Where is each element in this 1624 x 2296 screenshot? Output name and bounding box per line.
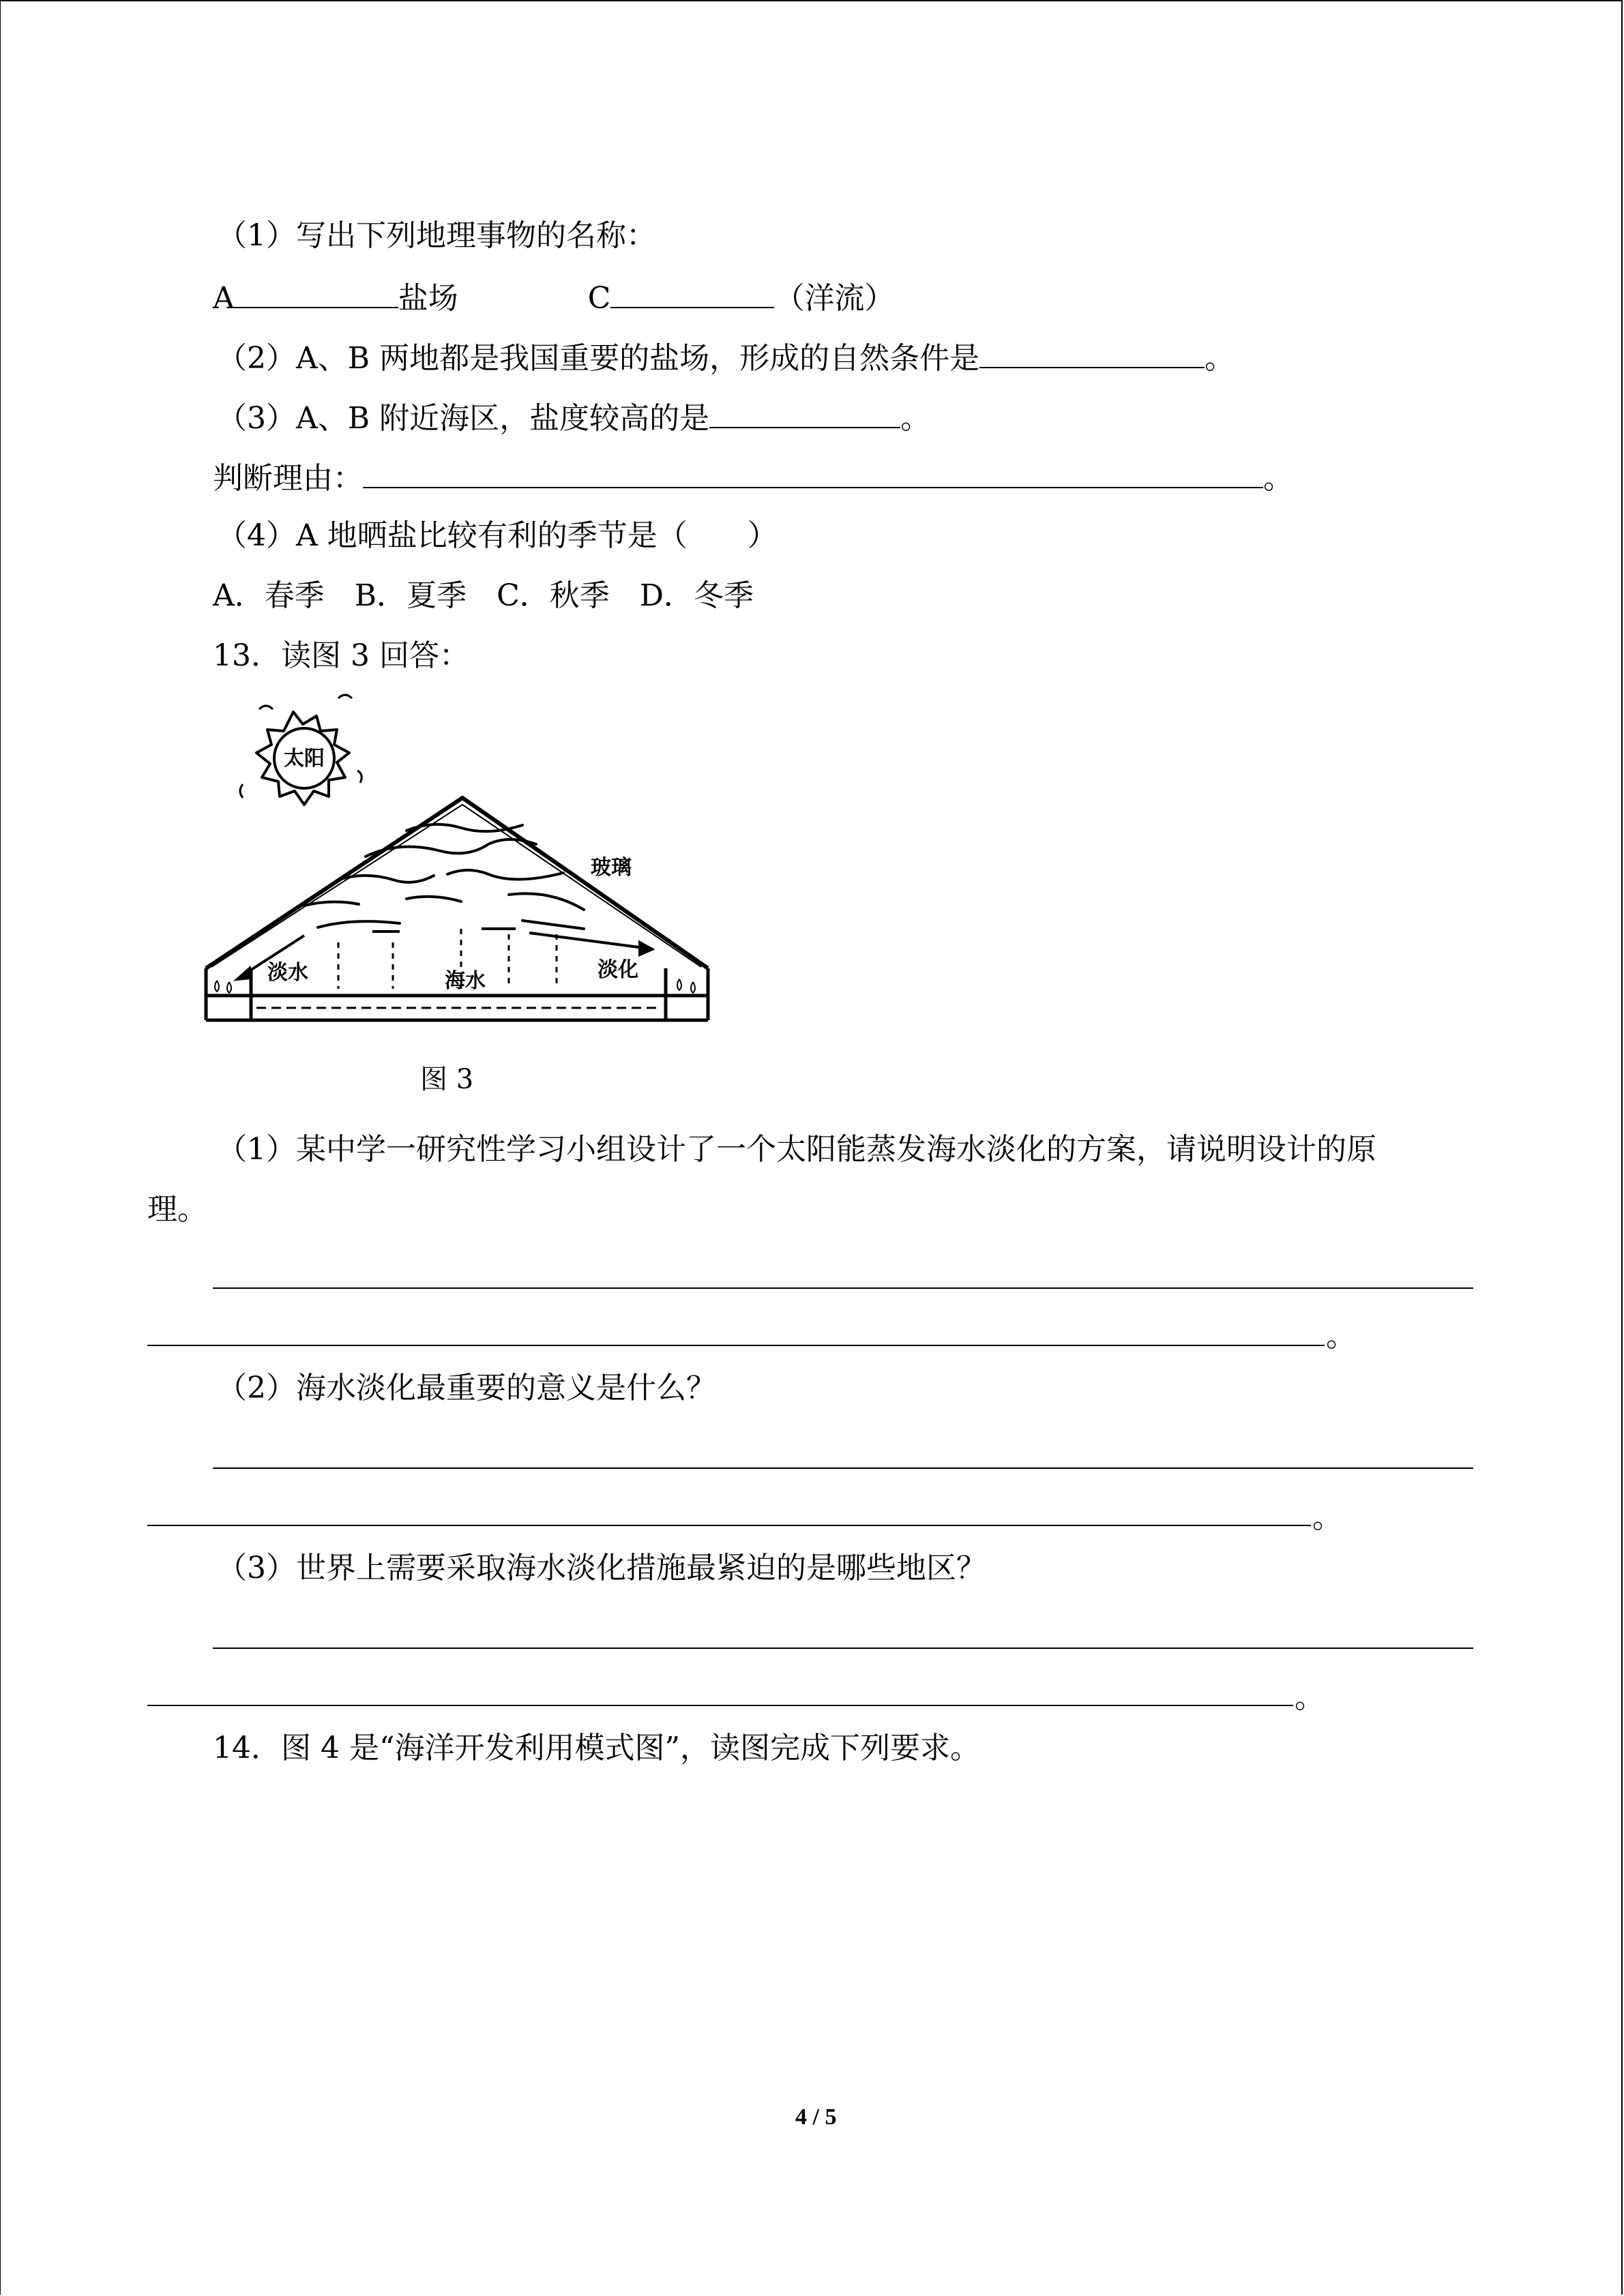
fresh-water-label: 淡水 xyxy=(267,961,308,985)
q12-sub2-blank[interactable] xyxy=(979,336,1205,368)
q12-sub3 xyxy=(217,396,930,439)
q12-a-after: 盐场 xyxy=(398,281,458,316)
q12-sub3-end: 。 xyxy=(900,401,931,436)
q13-sub3-answer-line-2[interactable] xyxy=(147,1705,1293,1706)
q13-sub1-answer-line-1[interactable] xyxy=(213,1287,1473,1289)
q12-sub2 xyxy=(217,336,1235,379)
desalination-label: 淡化 xyxy=(597,958,638,982)
q13-sub2-answer-line-2[interactable] xyxy=(147,1525,1311,1526)
q13-sub2-period: 。 xyxy=(1312,1500,1342,1535)
q13-sub1-period: 。 xyxy=(1326,1319,1356,1354)
q12-c-after: （洋流） xyxy=(774,281,895,316)
q13-sub1-line1: （1）某中学一研究性学习小组设计了一个太阳能蒸发海水淡化的方案，请说明设计的原 xyxy=(217,1132,1376,1167)
q12-sub3-blank[interactable] xyxy=(709,396,900,428)
vapor-lines xyxy=(304,824,584,929)
figure-3-caption: 图 3 xyxy=(420,1064,474,1095)
glass-label: 玻璃 xyxy=(591,856,632,880)
q12-reason-end: 。 xyxy=(1263,461,1293,496)
q12-sub1: （1）写出下列地理事物的名称： xyxy=(217,218,656,253)
q12-options: A．春季 B．夏季 C．秋季 D．冬季 xyxy=(213,578,754,613)
q13-sub3-period: 。 xyxy=(1295,1680,1325,1715)
glass-roof xyxy=(206,798,708,968)
q12-sub2-text: （2）A、B 两地都是我国重要的盐场，形成的自然条件是 xyxy=(217,341,980,376)
q12-reason-label: 判断理由： xyxy=(213,461,363,496)
q13-sub3: （3）世界上需要采取海水淡化措施最紧迫的是哪些地区？ xyxy=(217,1551,986,1585)
q14-title: 14．图 4 是“海洋开发利用模式图”，读图完成下列要求。 xyxy=(213,1731,980,1765)
sun-icon xyxy=(240,695,361,805)
q12-sub3-text: （3）A、B 附近海区，盐度较高的是 xyxy=(217,401,710,436)
q13-sub3-answer-line-1[interactable] xyxy=(213,1648,1473,1649)
sun-label: 太阳 xyxy=(284,747,325,771)
q12-sub4: （4）A 地晒盐比较有利的季节是（ ） xyxy=(217,518,778,553)
figure-3-solar-desalination xyxy=(202,682,720,1037)
q12-reason-blank[interactable] xyxy=(363,456,1263,488)
sea-water-label: 海水 xyxy=(445,969,486,993)
q13-sub2-answer-line-1[interactable] xyxy=(213,1467,1473,1469)
q12-sub2-end: 。 xyxy=(1205,341,1235,376)
q12-a-blank[interactable] xyxy=(235,275,398,308)
q12-a-label: A xyxy=(213,281,235,316)
q13-sub1-answer-line-2[interactable] xyxy=(147,1345,1325,1346)
q12-sub1-answers xyxy=(213,275,894,319)
q13-sub1-line2: 理。 xyxy=(147,1192,207,1227)
page-number: 4 / 5 xyxy=(795,2104,837,2130)
q12-c-label: C xyxy=(587,281,611,316)
q12-reason xyxy=(213,456,1293,499)
q13-title: 13．读图 3 回答： xyxy=(213,638,469,673)
q12-c-blank[interactable] xyxy=(610,275,774,308)
q13-sub2: （2）海水淡化最重要的意义是什么？ xyxy=(217,1371,716,1405)
